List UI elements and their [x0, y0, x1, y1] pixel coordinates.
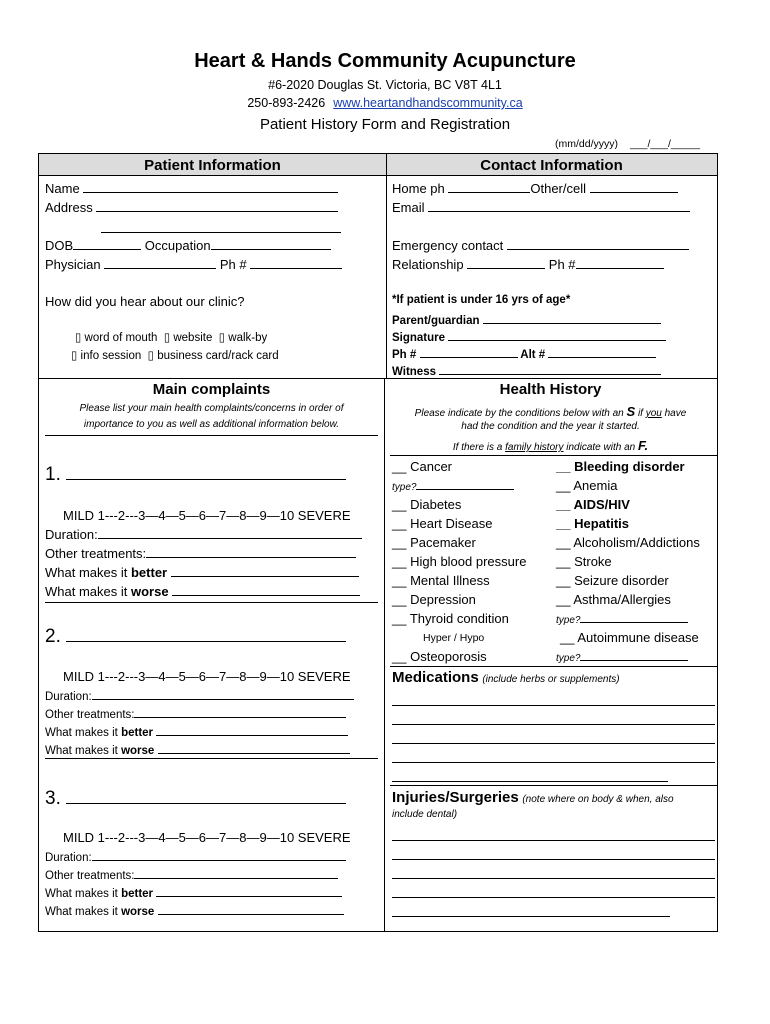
thyroid-hyper-hypo[interactable]: Hyper / Hypo	[423, 632, 485, 644]
condition-autoimmune[interactable]: __ Autoimmune disease	[560, 630, 699, 645]
complaint-2-other-treatments[interactable]: Other treatments:	[45, 706, 346, 721]
complaint-3-severity-scale[interactable]: MILD 1---2---3—4—5—6—7—8—9—10 SEVERE	[63, 830, 351, 845]
condition-mental-illness[interactable]: __ Mental Illness	[392, 573, 490, 588]
dob-occupation-field[interactable]: DOB Occupation	[45, 238, 331, 253]
complaint-3-worse[interactable]: What makes it worse	[45, 903, 344, 918]
registration-form	[38, 153, 718, 932]
complaint-1-rule	[45, 602, 378, 603]
complaint-3-better[interactable]: What makes it better	[45, 885, 342, 900]
complaint-2-worse[interactable]: What makes it worse	[45, 742, 350, 757]
complaint-3-other-treatments[interactable]: Other treatments:	[45, 867, 338, 882]
condition-diabetes[interactable]: __ Diabetes	[392, 497, 462, 512]
condition-anemia[interactable]: __ Anemia	[556, 478, 618, 493]
complaint-2-rule	[45, 758, 378, 759]
complaint-1-other-treatments[interactable]: Other treatments:	[45, 546, 356, 561]
health-history-instructions-3: If there is a family history indicate with an F.	[452, 438, 649, 453]
health-history-instructions-1: Please indicate by the conditions below with an S if you have	[414, 404, 687, 419]
emergency-contact-field[interactable]: Emergency contact	[392, 238, 689, 253]
complaints-instructions-1: Please list your main health complaints/concerns in order of	[79, 403, 344, 414]
form-subtitle: Patient History Form and Registration	[259, 116, 511, 133]
guardian-phone-field[interactable]: Ph # Alt #	[392, 346, 656, 361]
health-history-instructions-2: had the condition and the year it started.	[461, 421, 640, 432]
complaint-2-better[interactable]: What makes it better	[45, 724, 348, 739]
condition-seizure-disorder[interactable]: __ Seizure disorder	[556, 573, 669, 588]
main-complaints-heading: Main complaints	[152, 381, 271, 398]
injuries-line-2[interactable]	[392, 859, 715, 860]
complaint-1-field[interactable]: 1.	[45, 464, 346, 486]
complaint-3-duration[interactable]: Duration:	[45, 849, 346, 864]
relationship-field[interactable]: Relationship Ph #	[392, 257, 664, 272]
condition-hepatitis[interactable]: __ Hepatitis	[556, 516, 629, 531]
name-field[interactable]: Name	[45, 181, 338, 196]
autoimmune-type-field[interactable]: type?	[556, 651, 688, 664]
injuries-line-5[interactable]	[392, 916, 670, 917]
health-history-instructions-rule	[390, 455, 718, 456]
condition-bleeding-disorder[interactable]: __ Bleeding disorder	[556, 459, 685, 474]
medications-line-1[interactable]	[392, 705, 715, 706]
complaint-2-field[interactable]: 2.	[45, 626, 346, 648]
complaints-instructions-2: importance to you as well as additional information below.	[83, 419, 340, 430]
condition-aids-hiv[interactable]: __ AIDS/HIV	[556, 497, 630, 512]
under-16-note: *If patient is under 16 yrs of age*	[392, 294, 571, 306]
email-field[interactable]: Email	[392, 200, 690, 215]
injuries-line-4[interactable]	[392, 897, 715, 898]
complaint-2-severity-scale[interactable]: MILD 1---2---3—4—5—6—7—8—9—10 SEVERE	[63, 669, 351, 684]
condition-high-blood-pressure[interactable]: __ High blood pressure	[392, 554, 527, 569]
injuries-note-2: include dental)	[392, 809, 458, 820]
condition-depression[interactable]: __ Depression	[392, 592, 476, 607]
clinic-website-link[interactable]: www.heartandhandscommunity.ca	[333, 96, 523, 110]
medications-line-4[interactable]	[392, 762, 715, 763]
condition-stroke[interactable]: __ Stroke	[556, 554, 612, 569]
medications-line-3[interactable]	[392, 743, 715, 744]
section-divider	[39, 378, 717, 379]
hear-question: How did you hear about our clinic?	[45, 294, 245, 309]
medications-line-5[interactable]	[392, 781, 668, 782]
injuries-line-1[interactable]	[392, 840, 715, 841]
address-field[interactable]: Address	[45, 200, 338, 215]
hear-options-row-2[interactable]: ▯ info session ▯ business card/rack card	[71, 350, 279, 362]
home-phone-field[interactable]: Home ph Other/cell	[392, 181, 678, 196]
condition-cancer[interactable]: __ Cancer	[392, 459, 453, 474]
injuries-line-3[interactable]	[392, 878, 715, 879]
contact-info-heading: Contact Information	[480, 157, 623, 174]
clinic-phone: 250-893-2426	[247, 96, 326, 110]
hear-options-row-1[interactable]: ▯ word of mouth ▯ website ▯ walk-by	[75, 332, 268, 344]
injuries-heading: Injuries/Surgeries (note where on body & when, also	[392, 789, 674, 806]
clinic-address: #6-2020 Douglas St. Victoria, BC V8T 4L1	[268, 78, 502, 92]
physician-field[interactable]: Physician Ph #	[45, 257, 342, 272]
medications-heading: Medications (include herbs or supplements)	[392, 669, 620, 686]
condition-alcoholism[interactable]: __ Alcoholism/Addictions	[556, 535, 700, 550]
address-line-2[interactable]	[101, 232, 341, 233]
complaint-1-duration[interactable]: Duration:	[45, 527, 362, 542]
parent-guardian-field[interactable]: Parent/guardian	[392, 312, 661, 327]
signature-field[interactable]: Signature	[392, 329, 666, 344]
complaint-3-field[interactable]: 3.	[45, 788, 346, 810]
condition-heart-disease[interactable]: __ Heart Disease	[392, 516, 493, 531]
date-format-label: (mm/dd/yyyy)	[555, 138, 618, 150]
clinic-title: Heart & Hands Community Acupuncture	[194, 50, 576, 72]
condition-pacemaker[interactable]: __ Pacemaker	[392, 535, 476, 550]
complaints-instructions-rule	[45, 435, 378, 436]
condition-osteoporosis[interactable]: __ Osteoporosis	[392, 649, 487, 664]
patient-info-heading: Patient Information	[144, 157, 281, 174]
cancer-type-field[interactable]: type?	[392, 480, 514, 493]
complaint-1-worse[interactable]: What makes it worse	[45, 584, 360, 599]
witness-field[interactable]: Witness	[392, 363, 661, 378]
complaint-1-severity-scale[interactable]: MILD 1---2---3—4—5—6—7—8—9—10 SEVERE	[63, 508, 351, 523]
condition-thyroid[interactable]: __ Thyroid condition	[392, 611, 509, 626]
medications-rule	[390, 785, 718, 786]
medications-line-2[interactable]	[392, 724, 715, 725]
column-divider-bottom	[384, 378, 385, 932]
allergies-type-field[interactable]: type?	[556, 613, 688, 626]
date-field[interactable]: ___/___/_____	[630, 138, 701, 150]
clinic-contact-line	[0, 96, 770, 110]
health-history-rule	[390, 666, 718, 667]
column-divider-top	[386, 154, 387, 378]
complaint-2-duration[interactable]: Duration:	[45, 688, 354, 703]
complaint-1-better[interactable]: What makes it better	[45, 565, 359, 580]
condition-asthma-allergies[interactable]: __ Asthma/Allergies	[556, 592, 671, 607]
health-history-heading: Health History	[499, 381, 602, 398]
